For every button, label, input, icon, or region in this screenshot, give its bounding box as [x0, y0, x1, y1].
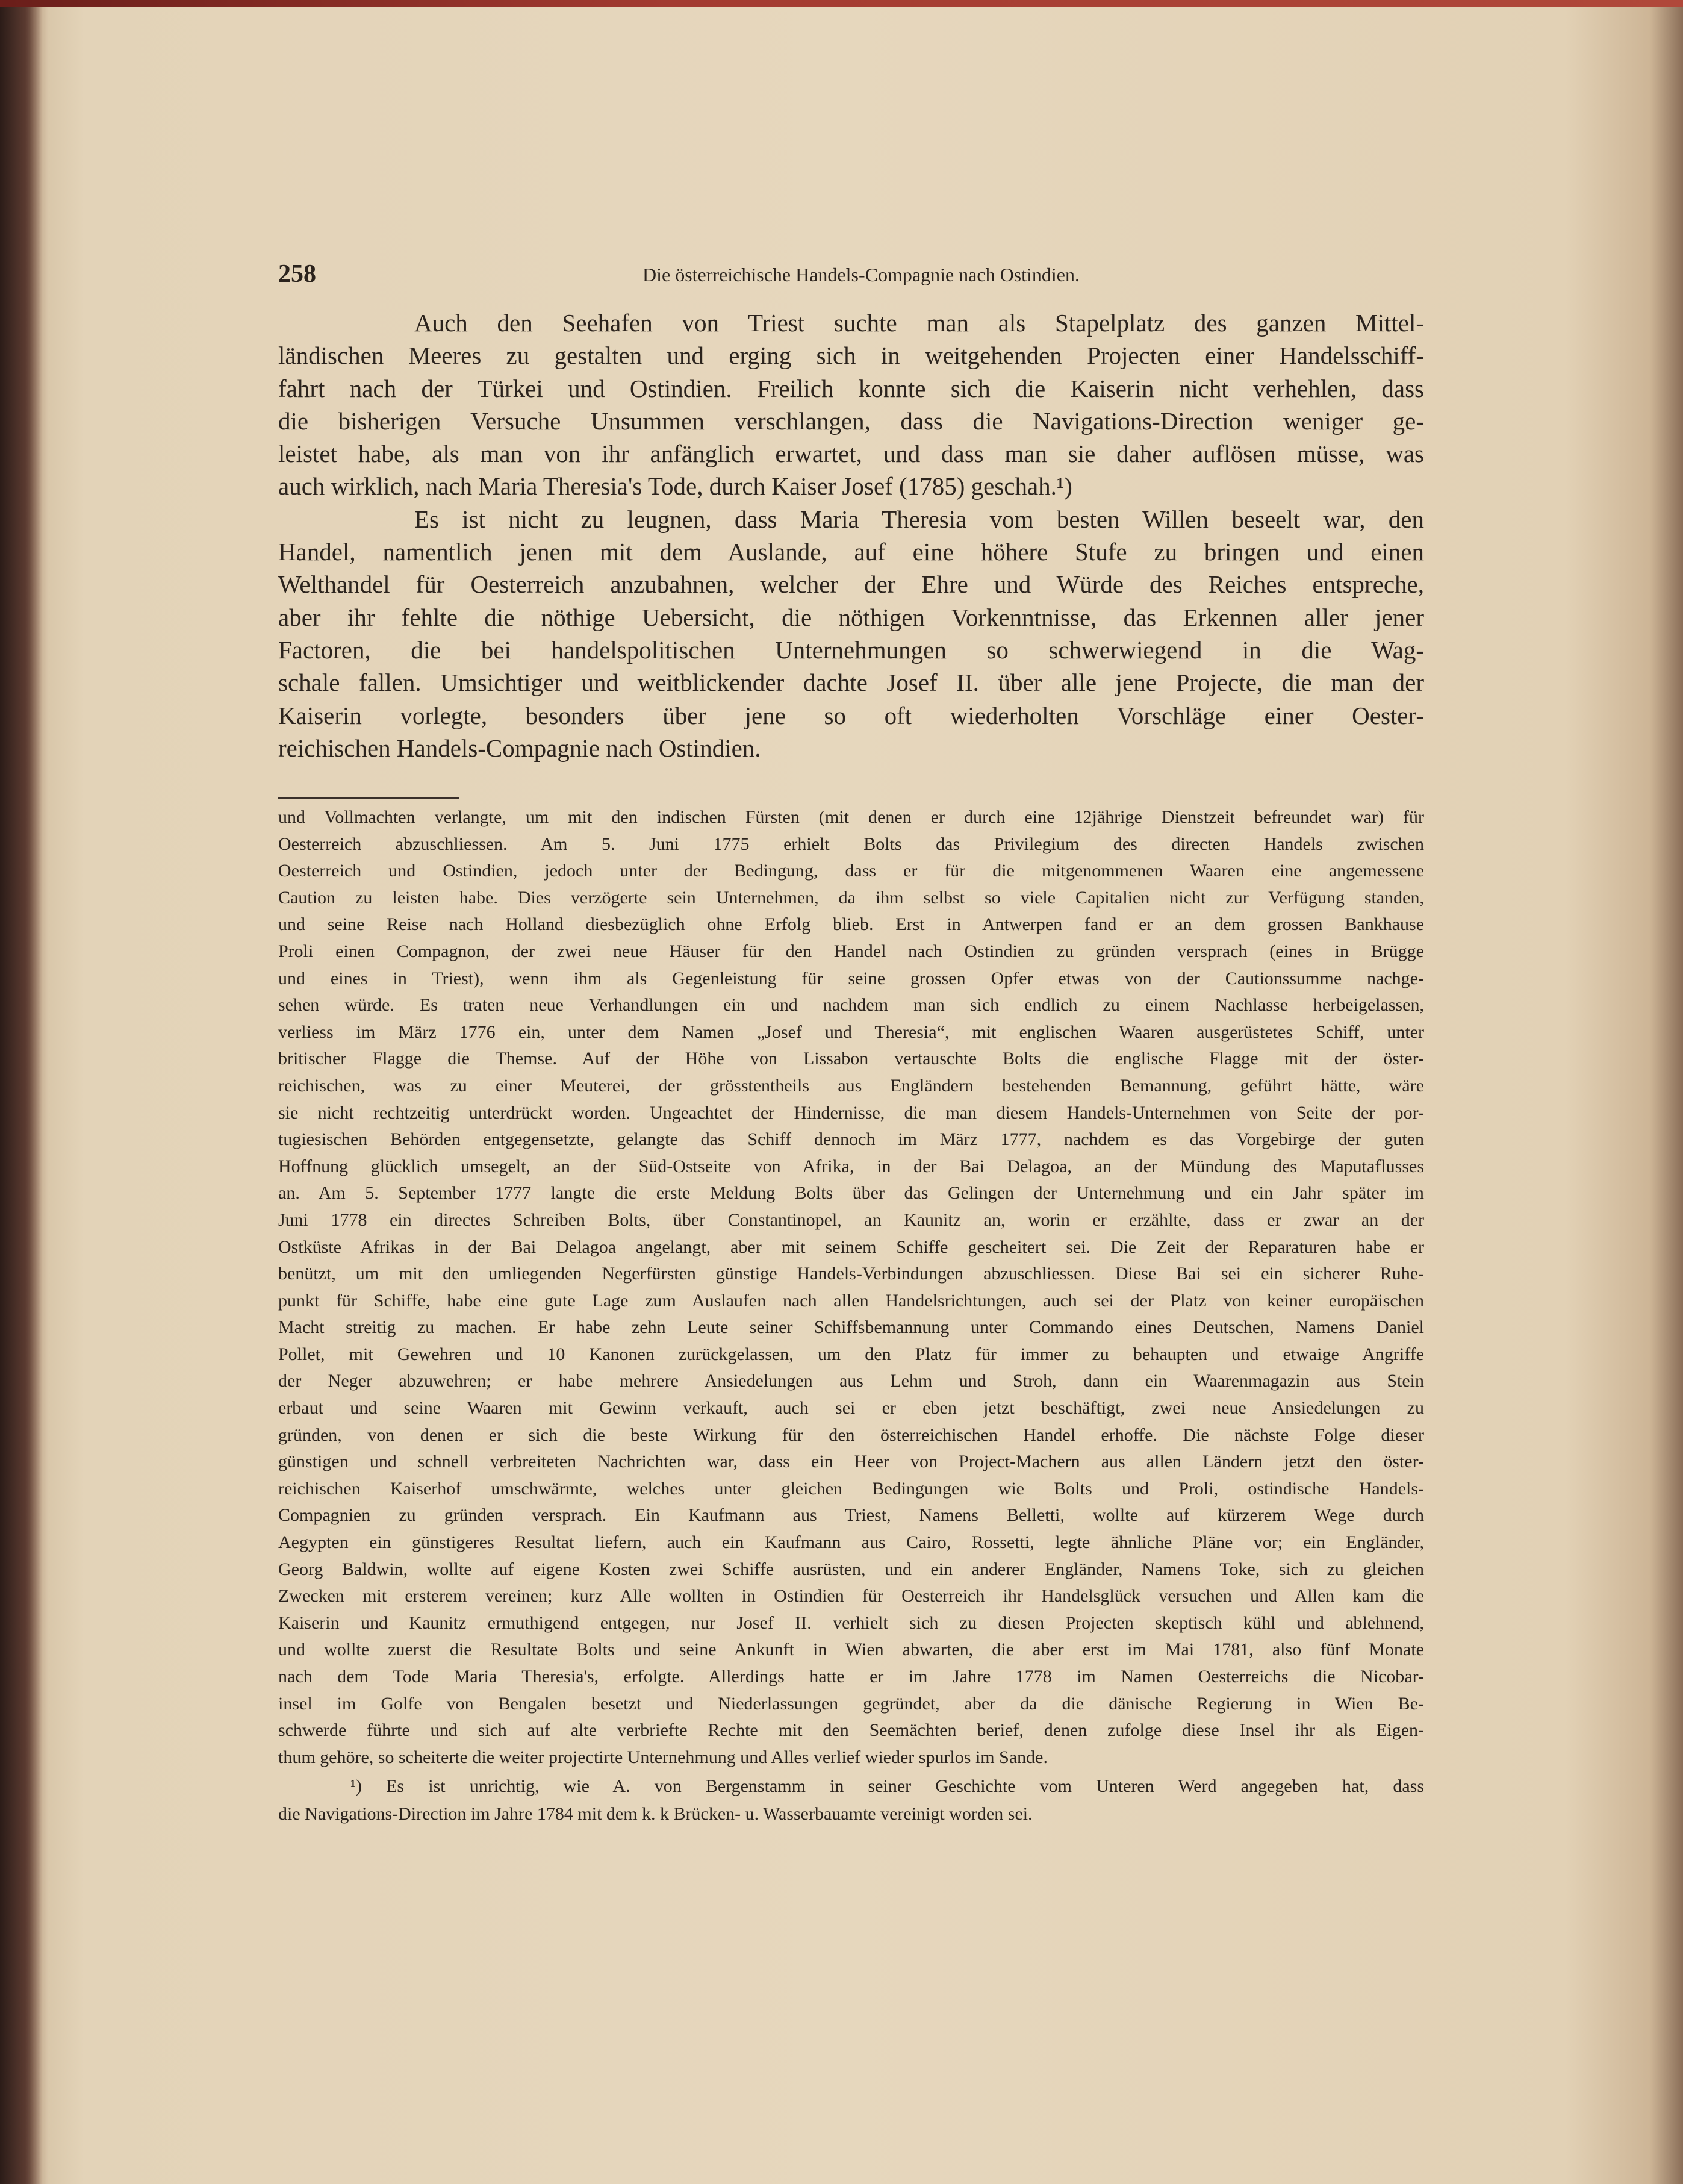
- footnote-line: Aegypten ein günstigeres Resultat liefern, auch ein Kaufmann aus Cairo, Rossetti, legte ähnliche Pläne vor; ein Engländer,: [278, 1532, 1424, 1553]
- text-line: auch wirklich, nach Maria Theresia's Tode, durch Kaiser Josef (1785) geschah.¹): [278, 472, 1072, 501]
- footnote-line: Oesterreich und Ostindien, jedoch unter der Bedingung, dass er für die mitgenommenen Waaren eine angemessene: [278, 861, 1424, 881]
- page-number: 258: [278, 260, 316, 288]
- text-line: Factoren, die bei handelspolitischen Unternehmungen so schwerwiegend in die Wag-: [278, 635, 1424, 664]
- footnote-line: Caution zu leisten habe. Dies verzögerte sein Unternehmen, da ihm selbst so viele Capitalien nicht zur Verfügung standen,: [278, 887, 1424, 908]
- footnote-line: günstigen und schnell verbreiteten Nachrichten war, dass ein Heer von Project-Machern aus allen Ländern jetzt den öster-: [278, 1452, 1424, 1472]
- text-line: Handel, namentlich jenen mit dem Auslande, auf eine höhere Stufe zu bringen und einen: [278, 538, 1424, 566]
- footnote-line: Ostküste Afrikas in der Bai Delagoa angelangt, aber mit seinem Schiffe gescheitert sei. Die Zeit der Reparaturen habe er: [278, 1237, 1424, 1257]
- book-cover-edge: [0, 0, 1683, 7]
- footnote-line: und eines in Triest), wenn ihm als Gegenleistung für seine grossen Opfer etwas von der Cautionssumme nachge-: [278, 968, 1424, 988]
- footnote-line: benützt, um mit den umliegenden Negerfürsten günstige Handels-Verbindungen abzuschliessen. Diese Bai sei ein sicherer Ruhe-: [278, 1264, 1424, 1284]
- footnote-line: Macht streitig zu machen. Er habe zehn Leute seiner Schiffsbemannung unter Commando eines Deutschen, Namens Daniel: [278, 1317, 1424, 1338]
- text-line: aber ihr fehlte die nöthige Uebersicht, die nöthigen Vorkenntnisse, das Erkennen aller jener: [278, 603, 1424, 631]
- footnote-continuation: [278, 804, 1424, 1771]
- footnote-line: verliess im März 1776 ein, unter dem Namen „Josef und Theresia“, mit englischen Waaren ausgerüstetes Schiff, unter: [278, 1022, 1424, 1042]
- text-line: Auch den Seehafen von Triest suchte man als Stapelplatz des ganzen Mittel-: [414, 309, 1424, 337]
- book-binding-edge: [0, 0, 42, 2184]
- footnote-line: reichischen Kaiserhof umschwärmte, welches unter gleichen Bedingungen wie Bolts und Proli, ostindische Handels-: [278, 1478, 1424, 1499]
- footnote-line: der Neger abzuwehren; er habe mehrere Ansiedelungen aus Lehm und Stroh, dann ein Waarenmagazin aus Stein: [278, 1371, 1424, 1391]
- text-line: ländischen Meeres zu gestalten und erging sich in weitgehenden Projecten einer Handelsschiff-: [278, 342, 1424, 370]
- footnote-line: Juni 1778 ein directes Schreiben Bolts, über Constantinopel, an Kaunitz an, worin er erzählte, dass er zwar an der: [278, 1209, 1424, 1230]
- footnote-line: erbaut und seine Waaren mit Gewinn verkauft, auch sei er eben jetzt beschäftigt, zwei neue Ansiedelungen zu: [278, 1398, 1424, 1418]
- text-line: die bisherigen Versuche Unsummen verschlangen, dass die Navigations-Direction weniger ge-: [278, 407, 1424, 435]
- footnote-line: und wollte zuerst die Resultate Bolts und seine Ankunft in Wien abwarten, die aber erst im Mai 1781, also fünf Monate: [278, 1640, 1424, 1660]
- text-line: Welthandel für Oesterreich anzubahnen, welcher der Ehre und Würde des Reiches entspreche,: [278, 570, 1424, 599]
- text-line: schale fallen. Umsichtiger und weitblickender dachte Josef II. über alle jene Projecte, die man der: [278, 669, 1424, 697]
- text-line: fahrt nach der Türkei und Ostindien. Freilich konnte sich die Kaiserin nicht verhehlen, dass: [278, 374, 1424, 402]
- main-text: [278, 307, 1424, 764]
- text-line: Es ist nicht zu leugnen, dass Maria Theresia vom besten Willen beseelt war, den: [414, 505, 1424, 533]
- footnote-line: und seine Reise nach Holland diesbezüglich ohne Erfolg blieb. Erst in Antwerpen fand er an dem grossen Bankhause: [278, 914, 1424, 935]
- footnote-line: und Vollmachten verlangte, um mit den indischen Fürsten (mit denen er durch eine 12jährige Dienstzeit befreundet war) für: [278, 807, 1424, 827]
- footnote-line: thum gehöre, so scheiterte die weiter projectirte Unternehmung und Alles verlief wieder spurlos im Sande.: [278, 1747, 1048, 1767]
- footnote-line: britischer Flagge die Themse. Auf der Höhe von Lissabon vertauschte Bolts die englische Flagge mit der öster-: [278, 1049, 1424, 1069]
- text-line: Kaiserin vorlegte, besonders über jene so oft wiederholten Vorschläge einer Oester-: [278, 701, 1424, 729]
- footnote-line: Kaiserin und Kaunitz ermuthigend entgegen, nur Josef II. verhielt sich zu diesen Projecten skeptisch kühl und ablehnend,: [278, 1612, 1424, 1633]
- footnote-line: Hoffnung glücklich umsegelt, an der Süd-Ostseite von Afrika, in der Bai Delagoa, an der Mündung des Maputaflusses: [278, 1156, 1424, 1176]
- footnote-1: [278, 1773, 1424, 1828]
- footnote-line: an. Am 5. September 1777 langte die erste Meldung Bolts über das Gelingen der Unternehmung und ein Jahr später im: [278, 1183, 1424, 1203]
- footnote-line: insel im Golfe von Bengalen besetzt und Niederlassungen gegründet, aber da die dänische Regierung in Wien Be-: [278, 1693, 1424, 1714]
- text-line: reichischen Handels-Compagnie nach Ostindien.: [278, 734, 761, 762]
- footnote-line: sie nicht rechtzeitig unterdrückt worden. Ungeachtet der Hindernisse, die man diesem Handels-Unternehmen von Seite der por-: [278, 1102, 1424, 1123]
- footnote-line: gründen, von denen er sich die beste Wirkung für den österreichischen Handel erhoffe. Die nächste Folge dieser: [278, 1424, 1424, 1445]
- footnote-line: Compagnien zu gründen versprach. Ein Kaufmann aus Triest, Namens Belletti, wollte auf kürzerem Wege durch: [278, 1505, 1424, 1526]
- footnote-line: Oesterreich abzuschliessen. Am 5. Juni 1775 erhielt Bolts das Privilegium des directen Handels zwischen: [278, 834, 1424, 854]
- running-title: Die österreichische Handels-Compagnie nach Ostindien.: [642, 264, 1080, 285]
- footnote-line: nach dem Tode Maria Theresia's, erfolgte. Allerdings hatte er im Jahre 1778 im Namen Oesterreichs die Nicobar-: [278, 1667, 1424, 1686]
- footnote-divider: [278, 797, 459, 799]
- footnote-line: Georg Baldwin, wollte auf eigene Kosten zwei Schiffe ausrüsten, und ein anderer Engländer, Namens Toke, sich zu gleichen: [278, 1559, 1424, 1579]
- footnote-line: reichischen, was zu einer Meuterei, der grösstentheils aus Engländern bestehenden Bemannung, geführt hätte, wäre: [278, 1075, 1424, 1096]
- footnote-line: punkt für Schiffe, habe eine gute Lage zum Auslaufen nach allen Handelsrichtungen, auch sei der Platz von keiner europäischen: [278, 1290, 1424, 1311]
- footnote-line: tugiesischen Behörden entgegensetzte, gelangte das Schiff dennoch im März 1777, nachdem es das Vorgebirge der guten: [278, 1129, 1424, 1150]
- footnote-line: schwerde führte und sich auf alte verbriefte Rechte mit den Seemächten berief, denen zufolge diese Insel ihr als Eigen-: [278, 1720, 1424, 1741]
- text-line: leistet habe, als man von ihr anfänglich erwartet, und dass man sie daher auflösen müsse, was: [278, 440, 1424, 468]
- footnote-line: die Navigations-Direction im Jahre 1784 mit dem k. k Brücken- u. Wasserbauamte vereinigt worden sei.: [278, 1804, 1033, 1824]
- footnote-line: Pollet, mit Gewehren und 10 Kanonen zurückgelassen, um den Platz für immer zu behaupten und etwaige Angriffe: [278, 1344, 1424, 1364]
- footnote-line: sehen würde. Es traten neue Verhandlungen ein und nachdem man sich endlich zu einem Nachlasse herbeigelassen,: [278, 995, 1424, 1016]
- footnote-line: Zwecken mit ersterem vereinen; kurz Alle wollten in Ostindien für Oesterreich ihr Handelsglück versuchen und Allen kam die: [278, 1586, 1424, 1606]
- footnote-line: Proli einen Compagnon, der zwei neue Häuser für den Handel nach Ostindien zu gründen versprach (eines in Brügge: [278, 941, 1424, 961]
- footnote-line: ¹) Es ist unrichtig, wie A. von Bergenstamm in seiner Geschichte vom Unteren Werd angegeben hat, dass: [350, 1776, 1424, 1796]
